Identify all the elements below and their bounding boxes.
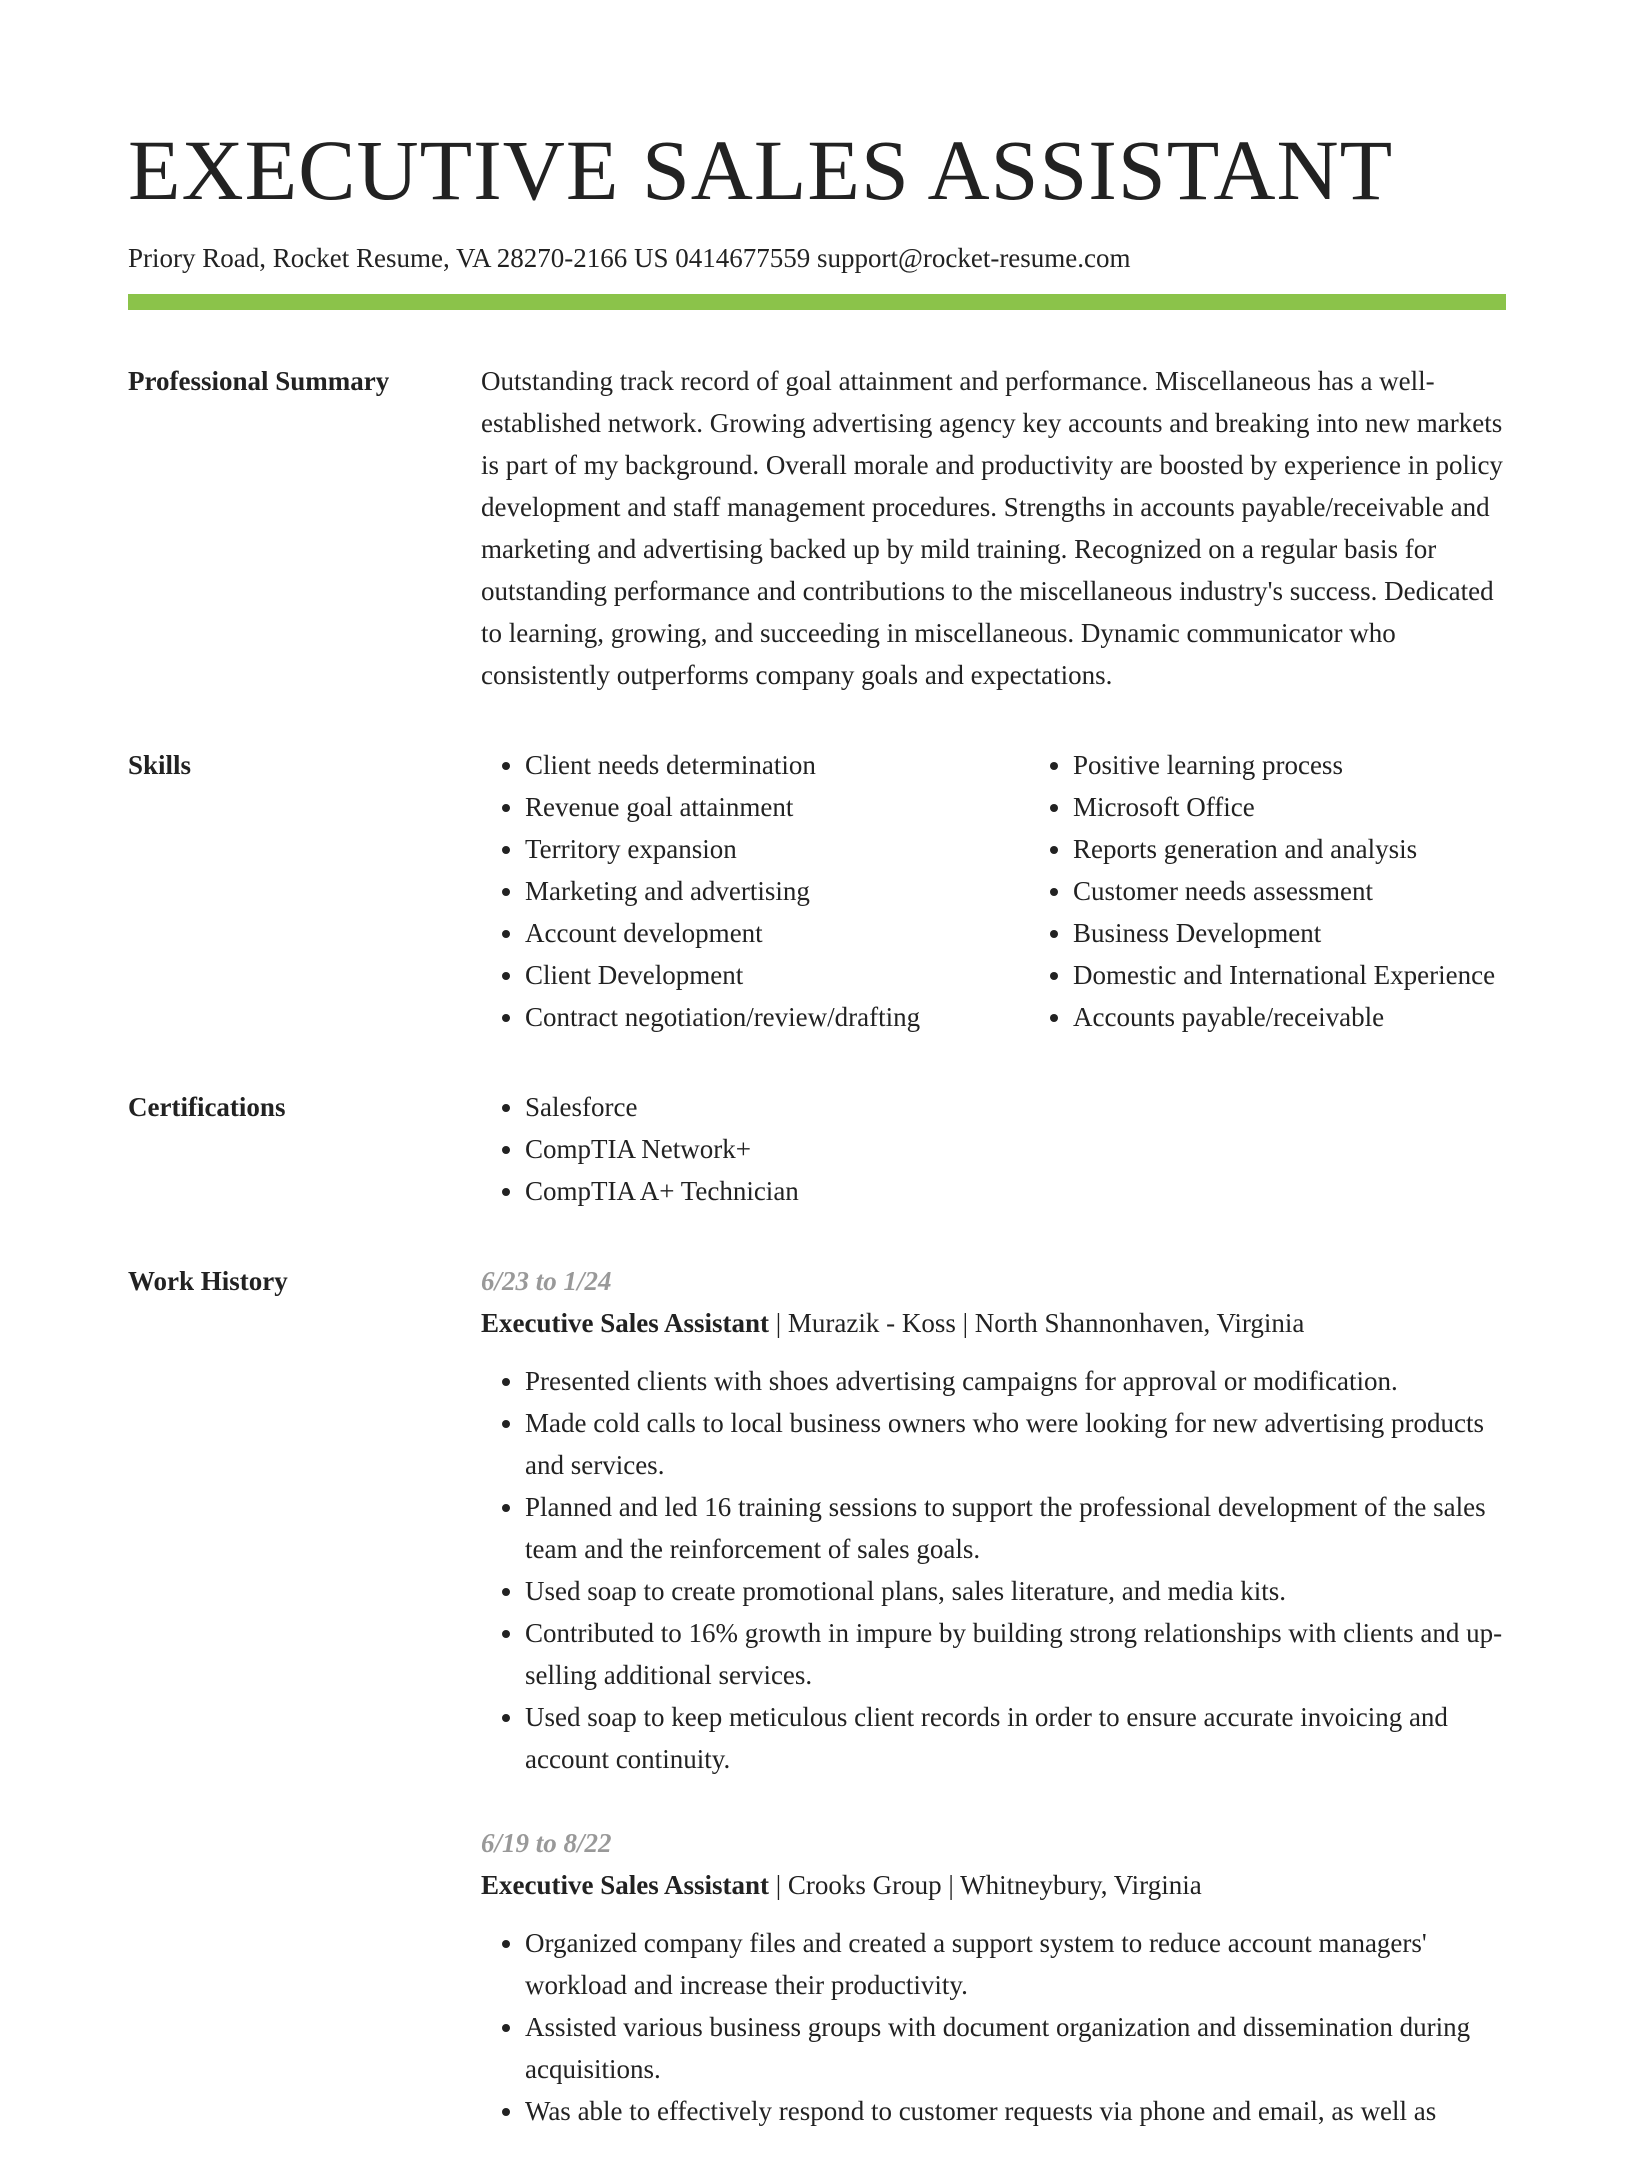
skill-item: • Marketing and advertising [525,870,1029,912]
job-details: | Crooks Group | Whitneybury, Virginia [769,1870,1202,1900]
job-heading [481,1864,1506,1906]
skill-item: • Business Development [1073,912,1506,954]
skill-item: • Reports generation and analysis [1073,828,1506,870]
work-history-section [128,1260,1506,2174]
resume-page [128,0,1506,2174]
skill-item: • Positive learning process [1073,744,1506,786]
job-entry [481,1822,1506,2132]
job-bullet: • Used soap to keep meticulous client records in order to ensure accurate invoicing and account continuity. [525,1696,1506,1780]
job-bullet: • Was able to effectively respond to customer requests via phone and email, as well as [525,2090,1506,2132]
skill-item: • Client Development [525,954,1029,996]
job-bullet: • Presented clients with shoes advertising campaigns for approval or modification. [525,1360,1506,1402]
certifications-heading: Certifications [128,1092,286,1122]
skills-list-left [481,744,1029,1038]
job-dates: 6/23 to 1/24 [481,1266,612,1296]
job-bullet: • Made cold calls to local business owners who were looking for new advertising products and services. [525,1402,1506,1486]
skills-heading: Skills [128,750,192,780]
summary-heading: Professional Summary [128,366,390,396]
job-bullet: • Used soap to create promotional plans, sales literature, and media kits. [525,1570,1506,1612]
job-bullet: • Planned and led 16 training sessions to support the professional development of the sales team and the reinforcement of sales goals. [525,1486,1506,1570]
skill-item: • Revenue goal attainment [525,786,1029,828]
certifications-section [128,1086,1506,1212]
skill-item: • Customer needs assessment [1073,870,1506,912]
job-dates: 6/19 to 8/22 [481,1828,612,1858]
skill-item: • Territory expansion [525,828,1029,870]
job-bullet: • Contributed to 16% growth in impure by building strong relationships with clients and up-selling additional services. [525,1612,1506,1696]
skill-item: • Account development [525,912,1029,954]
skill-item: • Microsoft Office [1073,786,1506,828]
certification-item: • Salesforce [525,1086,1506,1128]
summary-text: Outstanding track record of goal attainment and performance. Miscellaneous has a well-established network. Growing advertising agency key accounts and breaking into new markets is part of my background. Overall morale and productivity are boosted by experience in policy development and staff management procedures. Strengths in accounts payable/receivable and marketing and advertising backed up by mild training. Recognized on a regular basis for outstanding performance and contributions to the miscellaneous industry's success. Dedicated to learning, growing, and succeeding in miscellaneous. Dynamic communicator who consistently outperforms company goals and expectations. [481,366,1503,690]
skills-section [128,744,1506,1038]
skill-item: • Domestic and International Experience [1073,954,1506,996]
job-entry [481,1260,1506,1780]
job-bullets [481,1922,1506,2132]
resume-title: EXECUTIVE SALES ASSISTANT [128,122,1394,218]
job-bullets [481,1360,1506,1780]
contact-line: Priory Road, Rocket Resume, VA 28270-2166 US 0414677559 support@rocket-resume.com [128,243,1131,273]
skills-list-right [1029,744,1506,1038]
job-bullet: • Organized company files and created a support system to reduce account managers' workload and increase their productivity. [525,1922,1506,2006]
certifications-list [481,1086,1506,1212]
certification-item: • CompTIA A+ Technician [525,1170,1506,1212]
accent-divider [128,294,1506,310]
certification-item: • CompTIA Network+ [525,1128,1506,1170]
job-bullet: • Assisted various business groups with document organization and dissemination during acquisitions. [525,2006,1506,2090]
skill-item: • Contract negotiation/review/drafting [525,996,1029,1038]
work-history-heading: Work History [128,1266,288,1296]
skill-item: • Accounts payable/receivable [1073,996,1506,1038]
job-title: Executive Sales Assistant [481,1308,770,1338]
job-title: Executive Sales Assistant [481,1870,770,1900]
skill-item: • Client needs determination [525,744,1029,786]
job-details: | Murazik - Koss | North Shannonhaven, Virginia [769,1308,1305,1338]
summary-section [128,360,1506,696]
job-heading [481,1302,1506,1344]
